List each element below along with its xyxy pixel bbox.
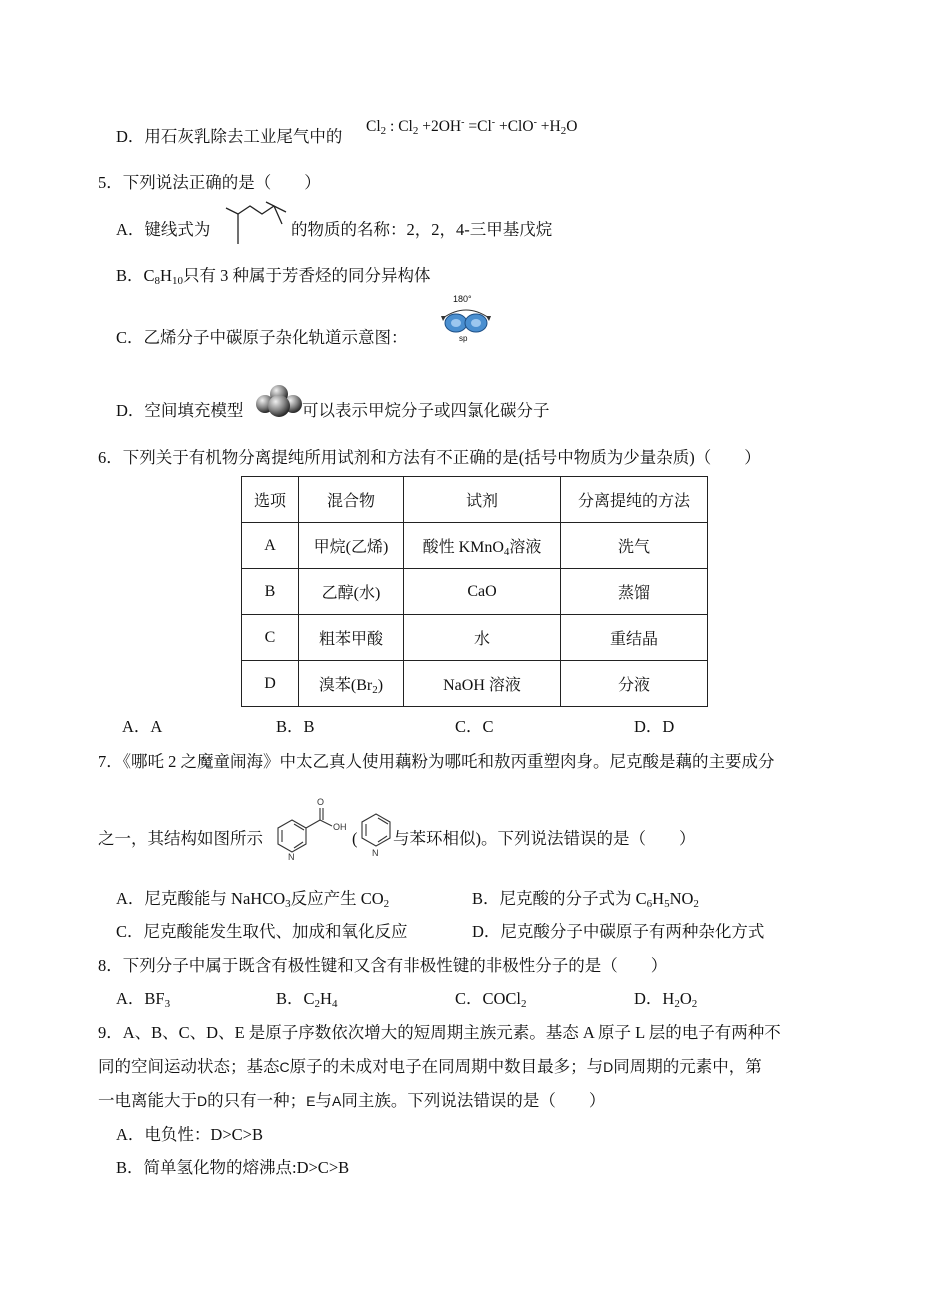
q5-option-a: A．键线式为 (116, 220, 211, 239)
q9-stem-line3: 一电离能大于D的只有一种；E与A同主族。下列说法错误的是（ ） (98, 1091, 606, 1110)
sp-orbital-figure (437, 294, 495, 346)
q5-option-d-suffix: 可以表示甲烷分子或四氯化碳分子 (302, 401, 550, 420)
q4-option-d-text: D．用石灰乳除去工业尾气中的 (116, 127, 343, 146)
space-filling-model-figure (255, 384, 303, 420)
q9-stem-line1: 9．A、B、C、D、E 是原子序数依次增大的短周期主族元素。基态 A 原子 L 层的电子有两种不 (98, 1023, 781, 1042)
table-row (242, 615, 708, 661)
q5-option-a-suffix: 的物质的名称：2，2，4-三甲基戊烷 (291, 220, 553, 239)
q8-option-d: D．$H_2O_2$ (634, 989, 698, 1010)
table-cell: D (242, 661, 299, 707)
table-cell: 溴苯$(Br_2)$ (299, 661, 404, 707)
q4-option-d (116, 126, 342, 148)
table-cell: NaOH 溶液 (404, 661, 561, 707)
q6-separation-table (241, 476, 708, 707)
table-cell: 重结晶 (561, 615, 708, 661)
q6-stem: 6．下列关于有机物分离提纯所用试剂和方法有不正确的是(括号中物质为少量杂质)（ ） (98, 448, 761, 467)
table-cell: 水 (404, 615, 561, 661)
q7-stem-line2-suffix: 与苯环相似)。下列说法错误的是（ ） (393, 829, 696, 848)
oxygen-label: O (317, 797, 325, 807)
q5-option-d: D．空间填充模型 (116, 401, 244, 420)
nitrogen-label: N (288, 852, 295, 860)
pyridine-ring-figure (357, 808, 395, 860)
q7-stem-line1: 7．《哪吒 2 之魔童闹海》中太乙真人使用藕粉为哪吒和敖丙重塑肉身。尼克酸是藕的主要成分 (98, 752, 775, 771)
hydroxyl-label: OH (333, 822, 347, 832)
table-row (242, 661, 708, 707)
q5-option-c: C．乙烯分子中碳原子杂化轨道示意图： (116, 328, 408, 347)
nicotinic-acid-structure-figure (272, 794, 356, 860)
table-header-cell: 混合物 (299, 477, 404, 523)
q7-option-b: B．尼克酸的分子式为 $C_6H_5NO_2$ (472, 889, 699, 910)
q9-option-a: A．电负性：D>C>B (116, 1125, 263, 1144)
table-cell: 蒸馏 (561, 569, 708, 615)
choice-c: C．C (455, 717, 494, 736)
table-cell: 洗气 (561, 523, 708, 569)
table-cell: 甲烷(乙烯) (299, 523, 404, 569)
table-cell: 乙醇(水) (299, 569, 404, 615)
table-cell: B (242, 569, 299, 615)
q7-stem-line2-paren: ( (352, 829, 358, 848)
q5-stem: 5．下列说法正确的是（ ） (98, 173, 321, 192)
q8-option-b: B．$C_2H_4$ (276, 989, 338, 1010)
q9-option-b: B．简单氢化物的熔沸点:D>C>B (116, 1158, 350, 1177)
sp-orbital-hybrid-label: sp (459, 334, 468, 343)
q7-stem-line2-prefix: 之一，其结构如图所示 (98, 829, 263, 848)
table-header-cell: 试剂 (404, 477, 561, 523)
table-cell: 酸性 KMnO$_4$溶液 (404, 523, 561, 569)
sp-orbital-angle-label: 180° (453, 294, 472, 304)
table-header-cell: 选项 (242, 477, 299, 523)
choice-d: D．D (634, 717, 675, 736)
q7-option-a: A．尼克酸能与 NaHCO$_3$反应产生 $CO_2$ (116, 889, 390, 910)
q4-option-d-equation: $Cl_2$ : $Cl_2 +2OH^- =Cl^- +ClO^- +H_2O$ (366, 117, 578, 137)
q8-option-c: C．COCl$_2$ (455, 989, 527, 1010)
q7-option-c: C．尼克酸能发生取代、加成和氧化反应 (116, 922, 408, 941)
q7-option-d: D．尼克酸分子中碳原子有两种杂化方式 (472, 922, 765, 941)
q9-stem-line2: 同的空间运动状态；基态C原子的未成对电子在同周期中数目最多；与D同周期的元素中，第 (98, 1057, 762, 1076)
table-row (242, 569, 708, 615)
sp-orbital-icon (437, 304, 495, 334)
table-cell: C (242, 615, 299, 661)
table-header-row (242, 477, 708, 523)
q5-option-b: B．$C_8H_{10}$只有 3 种属于芳香烃的同分异构体 (116, 266, 431, 287)
skeletal-formula-figure (222, 200, 290, 248)
table-cell: CaO (404, 569, 561, 615)
choice-a: A．A (122, 717, 163, 736)
table-cell: 分液 (561, 661, 708, 707)
table-header-cell: 分离提纯的方法 (561, 477, 708, 523)
pyridine-nitrogen-label: N (372, 848, 379, 858)
table-cell: 粗苯甲酸 (299, 615, 404, 661)
table-row (242, 523, 708, 569)
choice-b: B．B (276, 717, 315, 736)
table-cell: A (242, 523, 299, 569)
q8-stem: 8．下列分子中属于既含有极性键和又含有非极性键的非极性分子的是（ ） (98, 956, 668, 975)
q8-option-a: A．$BF_3$ (116, 989, 171, 1010)
